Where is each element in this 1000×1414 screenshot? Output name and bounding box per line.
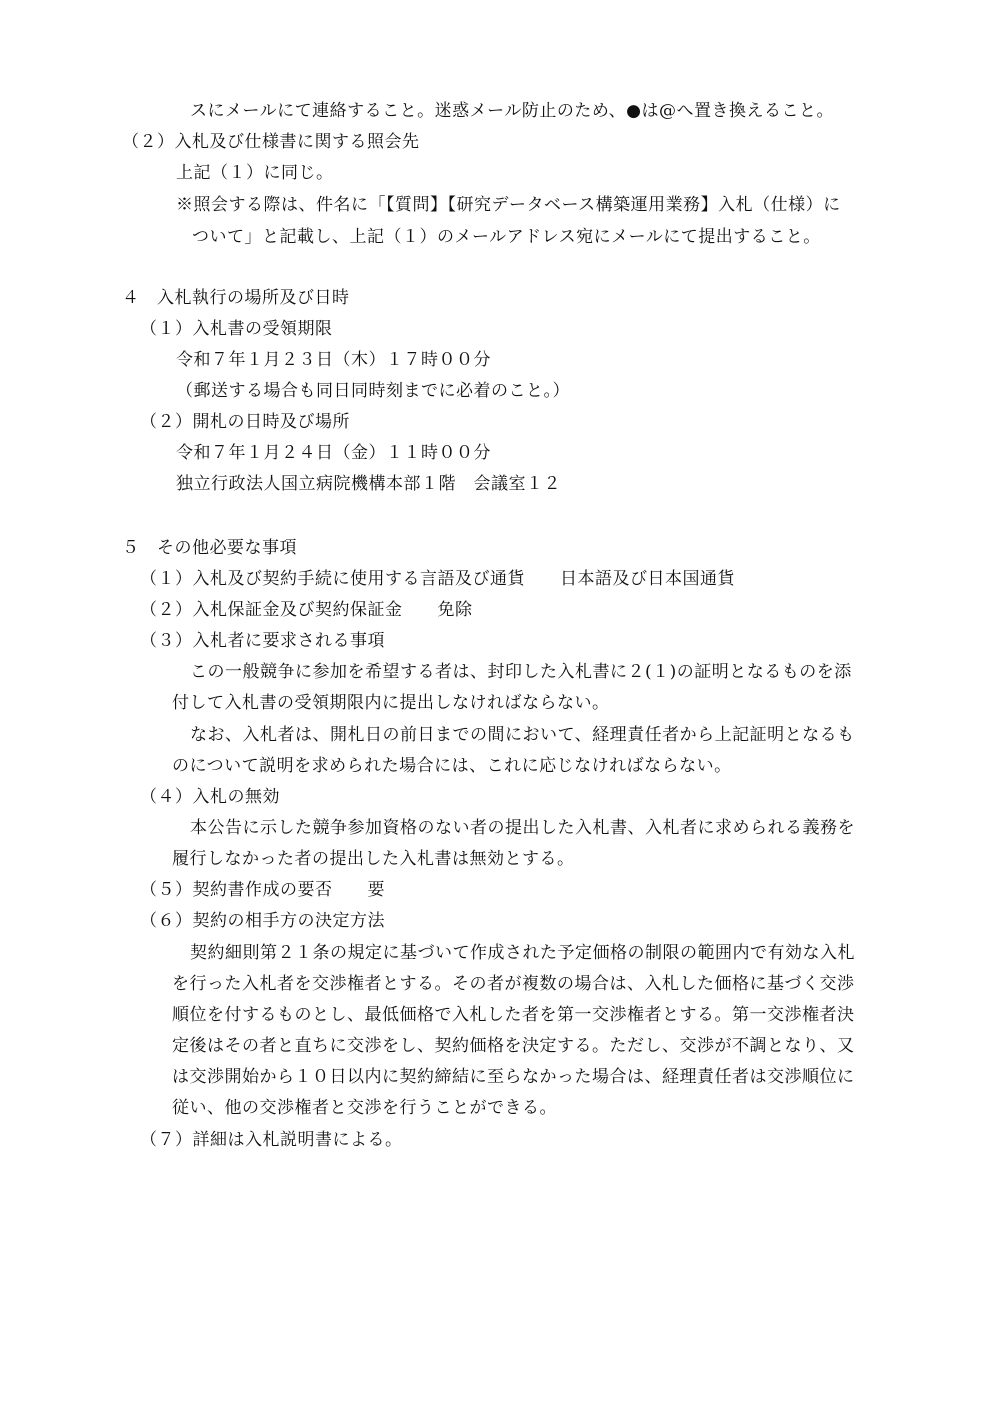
section-5-item-6-line-1: 契約細則第２１条の規定に基づいて作成された予定価格の制限の範囲内で有効な入札 [190, 943, 855, 963]
section-4-item-2-place: 独立行政法人国立病院機構本部１階 会議室１２ [176, 474, 561, 494]
section-5-heading: ５ その他必要な事項 [122, 538, 297, 558]
section-5-item-2: （２）入札保証金及び契約保証金 免除 [140, 600, 473, 620]
inquiry-heading: （２）入札及び仕様書に関する照会先 [122, 132, 420, 152]
section-5-item-4-line-1: 本公告に示した競争参加資格のない者の提出した入札書、入札者に求められる義務を [190, 818, 855, 838]
continuation-line: スにメールにて連絡すること。迷惑メール防止のため、●は@へ置き換えること。 [190, 101, 834, 121]
section-4-item-2-date: 令和７年１月２４日（金）１１時００分 [176, 443, 491, 463]
section-4-item-2-heading: （２）開札の日時及び場所 [140, 412, 350, 432]
section-5-item-6-line-5: は交渉開始から１０日以内に契約締結に至らなかった場合は、経理責任者は交渉順位に [172, 1067, 855, 1087]
section-5-item-7: （７）詳細は入札説明書による。 [140, 1130, 403, 1150]
section-4-item-1-note: （郵送する場合も同日同時刻までに必着のこと。） [176, 381, 570, 401]
section-5-item-3-heading: （３）入札者に要求される事項 [140, 631, 385, 651]
section-5-item-3-para-2-line-1: なお、入札者は、開札日の前日までの間において、経理責任者から上記証明となるも [190, 725, 855, 745]
section-5-item-6-line-6: 従い、他の交渉権者と交渉を行うことができる。 [172, 1098, 557, 1118]
section-5-item-6-line-2: を行った入札者を交渉権者とする。その者が複数の場合は、入札した価格に基づく交渉 [172, 974, 855, 994]
section-5-item-4-line-2: 履行しなかった者の提出した入札書は無効とする。 [172, 849, 575, 869]
section-5-item-3-para-1-line-2: 付して入札書の受領期限内に提出しなければならない。 [172, 693, 610, 713]
section-4-item-1-heading: （１）入札書の受領期限 [140, 319, 333, 339]
section-5-item-4-heading: （４）入札の無効 [140, 787, 280, 807]
inquiry-note-line-1: ※照会する際は、件名に「【質問】【研究データベース構築運用業務】入札（仕様）に [176, 195, 841, 215]
section-5-item-3-para-1-line-1: この一般競争に参加を希望する者は、封印した入札書に２(１)の証明となるものを添 [190, 662, 852, 682]
section-5-item-5: （５）契約書作成の要否 要 [140, 880, 385, 900]
section-5-item-6-line-3: 順位を付するものとし、最低価格で入札した者を第一交渉権者とする。第一交渉権者決 [172, 1005, 855, 1025]
inquiry-note-line-2: ついて」と記載し、上記（１）のメールアドレス宛にメールにて提出すること。 [192, 227, 821, 247]
section-4-heading: ４ 入札執行の場所及び日時 [122, 288, 350, 308]
section-4-item-1-date: 令和７年１月２３日（木）１７時００分 [176, 350, 491, 370]
section-5-item-3-para-2-line-2: のについて説明を求められた場合には、これに応じなければならない。 [172, 756, 732, 776]
section-5-item-6-heading: （６）契約の相手方の決定方法 [140, 911, 385, 931]
section-5-item-1: （１）入札及び契約手続に使用する言語及び通貨 日本語及び日本国通貨 [140, 569, 735, 589]
inquiry-line: 上記（１）に同じ。 [176, 163, 334, 183]
section-5-item-6-line-4: 定後はその者と直ちに交渉をし、契約価格を決定する。ただし、交渉が不調となり、又 [172, 1036, 855, 1056]
